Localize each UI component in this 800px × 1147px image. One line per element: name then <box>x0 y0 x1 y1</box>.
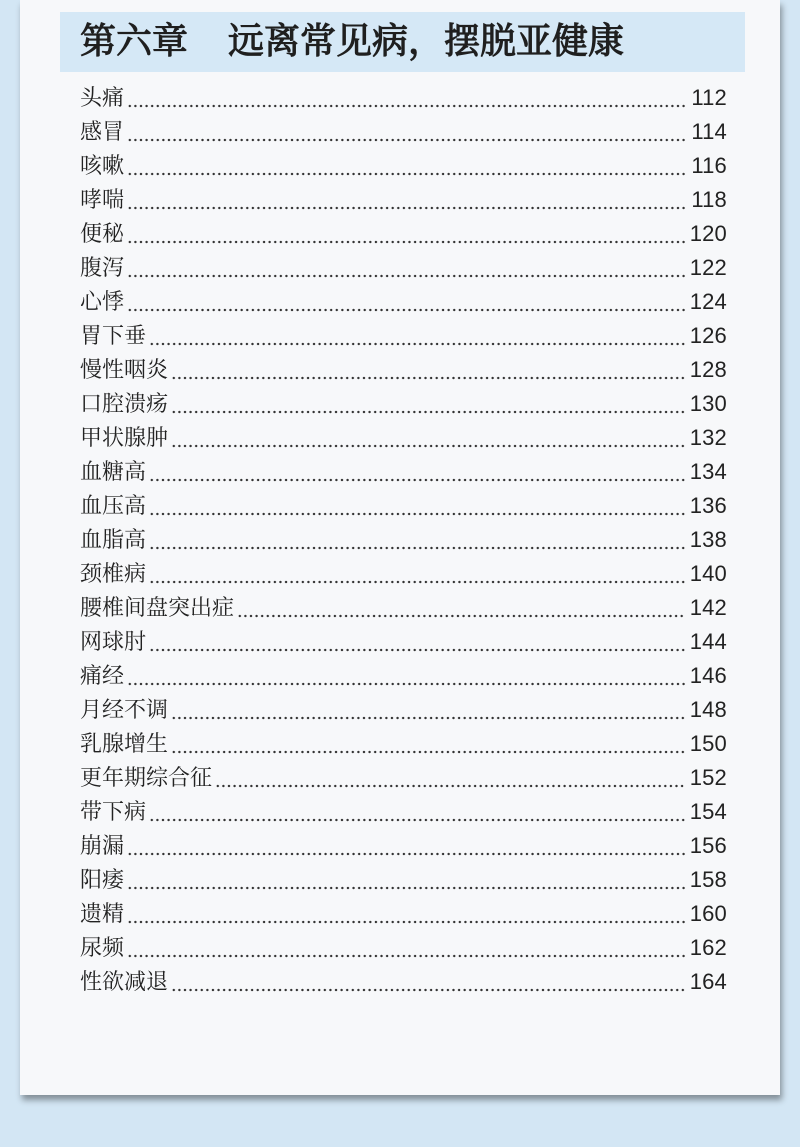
toc-entry-page-number: 152 <box>689 765 727 790</box>
toc-entry <box>80 625 727 659</box>
toc-entry-title: 腹泻 <box>80 255 125 280</box>
toc-entry <box>80 353 727 387</box>
toc-entry <box>80 659 727 693</box>
dot-leader <box>127 81 686 115</box>
dot-leader <box>171 421 685 455</box>
toc-entry-page-number: 134 <box>689 459 727 484</box>
toc-entry-title: 遗精 <box>80 901 125 926</box>
toc-entry-title: 胃下垂 <box>80 323 147 348</box>
toc-entry <box>80 523 727 557</box>
toc-entry-title: 尿频 <box>80 935 125 960</box>
toc-entry <box>80 897 727 931</box>
toc-entry <box>80 931 727 965</box>
toc-entry-page-number: 160 <box>689 901 727 926</box>
toc-entry-title: 痛经 <box>80 663 125 688</box>
toc-entry-page-number: 162 <box>689 935 727 960</box>
toc-entry-title: 更年期综合征 <box>80 765 213 790</box>
toc-entry-page-number: 156 <box>689 833 727 858</box>
toc-entry-page-number: 136 <box>689 493 727 518</box>
dot-leader <box>149 557 685 591</box>
toc-entry-page-number: 146 <box>689 663 727 688</box>
dot-leader <box>171 727 685 761</box>
toc-entry-title: 月经不调 <box>80 697 169 722</box>
toc-entry <box>80 251 727 285</box>
toc-page <box>20 0 780 1095</box>
toc-entry <box>80 81 727 115</box>
toc-entry-title: 崩漏 <box>80 833 125 858</box>
toc-entry <box>80 693 727 727</box>
toc-entry <box>80 829 727 863</box>
dot-leader <box>149 319 685 353</box>
dot-leader <box>127 829 685 863</box>
toc-entry-title: 慢性咽炎 <box>80 357 169 382</box>
toc-entry-title: 哮喘 <box>80 187 125 212</box>
toc-entry-page-number: 164 <box>689 969 727 994</box>
dot-leader <box>127 183 686 217</box>
toc-entry-page-number: 140 <box>689 561 727 586</box>
toc-entry-page-number: 116 <box>691 153 727 178</box>
toc-entry-page-number: 144 <box>689 629 727 654</box>
toc-entry <box>80 455 727 489</box>
toc-entry <box>80 285 727 319</box>
dot-leader <box>127 217 685 251</box>
dot-leader <box>171 693 685 727</box>
toc-entry-title: 血压高 <box>80 493 147 518</box>
toc-entry <box>80 183 727 217</box>
dot-leader <box>127 149 686 183</box>
dot-leader <box>149 625 685 659</box>
dot-leader <box>127 115 686 149</box>
dot-leader <box>149 523 685 557</box>
dot-leader <box>127 659 685 693</box>
toc-entry-page-number: 114 <box>691 119 727 144</box>
dot-leader <box>127 251 685 285</box>
toc-entry-title: 血脂高 <box>80 527 147 552</box>
toc-entry-page-number: 138 <box>689 527 727 552</box>
toc-entry-page-number: 132 <box>689 425 727 450</box>
toc-entry-title: 腰椎间盘突出症 <box>80 595 235 620</box>
toc-entry-title: 血糖高 <box>80 459 147 484</box>
toc-entry-page-number: 150 <box>689 731 727 756</box>
toc-entry <box>80 489 727 523</box>
toc-entry-title: 阳痿 <box>80 867 125 892</box>
toc-entry-page-number: 148 <box>689 697 727 722</box>
toc-entry <box>80 115 727 149</box>
toc-entry-page-number: 122 <box>689 255 727 280</box>
toc-entry-title: 咳嗽 <box>80 153 125 178</box>
dot-leader <box>171 965 685 999</box>
dot-leader <box>237 591 685 625</box>
toc-entry-title: 便秘 <box>80 221 125 246</box>
toc-entry <box>80 761 727 795</box>
toc-entry-title: 乳腺增生 <box>80 731 169 756</box>
toc-entry-title: 心悸 <box>80 289 125 314</box>
toc-entry <box>80 387 727 421</box>
toc-entry <box>80 421 727 455</box>
toc-entry <box>80 965 727 999</box>
toc-entry <box>80 557 727 591</box>
toc-entry-title: 性欲减退 <box>80 969 169 994</box>
dot-leader <box>127 285 685 319</box>
dot-leader <box>127 897 685 931</box>
toc-entry-page-number: 158 <box>689 867 727 892</box>
chapter-number: 第六章 <box>80 20 189 62</box>
toc-entry <box>80 727 727 761</box>
toc-entry-title: 甲状腺肿 <box>80 425 169 450</box>
toc-entry-page-number: 130 <box>689 391 727 416</box>
toc-entry <box>80 591 727 625</box>
dot-leader <box>149 489 685 523</box>
toc-entry-page-number: 112 <box>691 85 727 110</box>
toc-entry-page-number: 126 <box>689 323 727 348</box>
table-of-contents <box>80 81 727 999</box>
toc-entry-page-number: 154 <box>689 799 727 824</box>
toc-entry-title: 颈椎病 <box>80 561 147 586</box>
chapter-heading <box>80 12 624 72</box>
chapter-title: 远离常见病，摆脱亚健康 <box>228 20 625 62</box>
toc-entry <box>80 795 727 829</box>
toc-entry-page-number: 118 <box>691 187 727 212</box>
dot-leader <box>171 353 685 387</box>
toc-entry-title: 口腔溃疡 <box>80 391 169 416</box>
toc-entry <box>80 217 727 251</box>
dot-leader <box>127 863 685 897</box>
toc-entry <box>80 319 727 353</box>
toc-entry-title: 网球肘 <box>80 629 147 654</box>
chapter-header-band <box>60 12 745 72</box>
toc-entry <box>80 149 727 183</box>
dot-leader <box>149 795 685 829</box>
dot-leader <box>127 931 685 965</box>
toc-entry-page-number: 120 <box>689 221 727 246</box>
toc-entry-page-number: 142 <box>689 595 727 620</box>
toc-entry-title: 感冒 <box>80 119 125 144</box>
dot-leader <box>215 761 685 795</box>
toc-entry-title: 头痛 <box>80 85 125 110</box>
toc-entry-page-number: 128 <box>689 357 727 382</box>
dot-leader <box>149 455 685 489</box>
toc-entry <box>80 863 727 897</box>
toc-entry-title: 带下病 <box>80 799 147 824</box>
toc-entry-page-number: 124 <box>689 289 727 314</box>
dot-leader <box>171 387 685 421</box>
